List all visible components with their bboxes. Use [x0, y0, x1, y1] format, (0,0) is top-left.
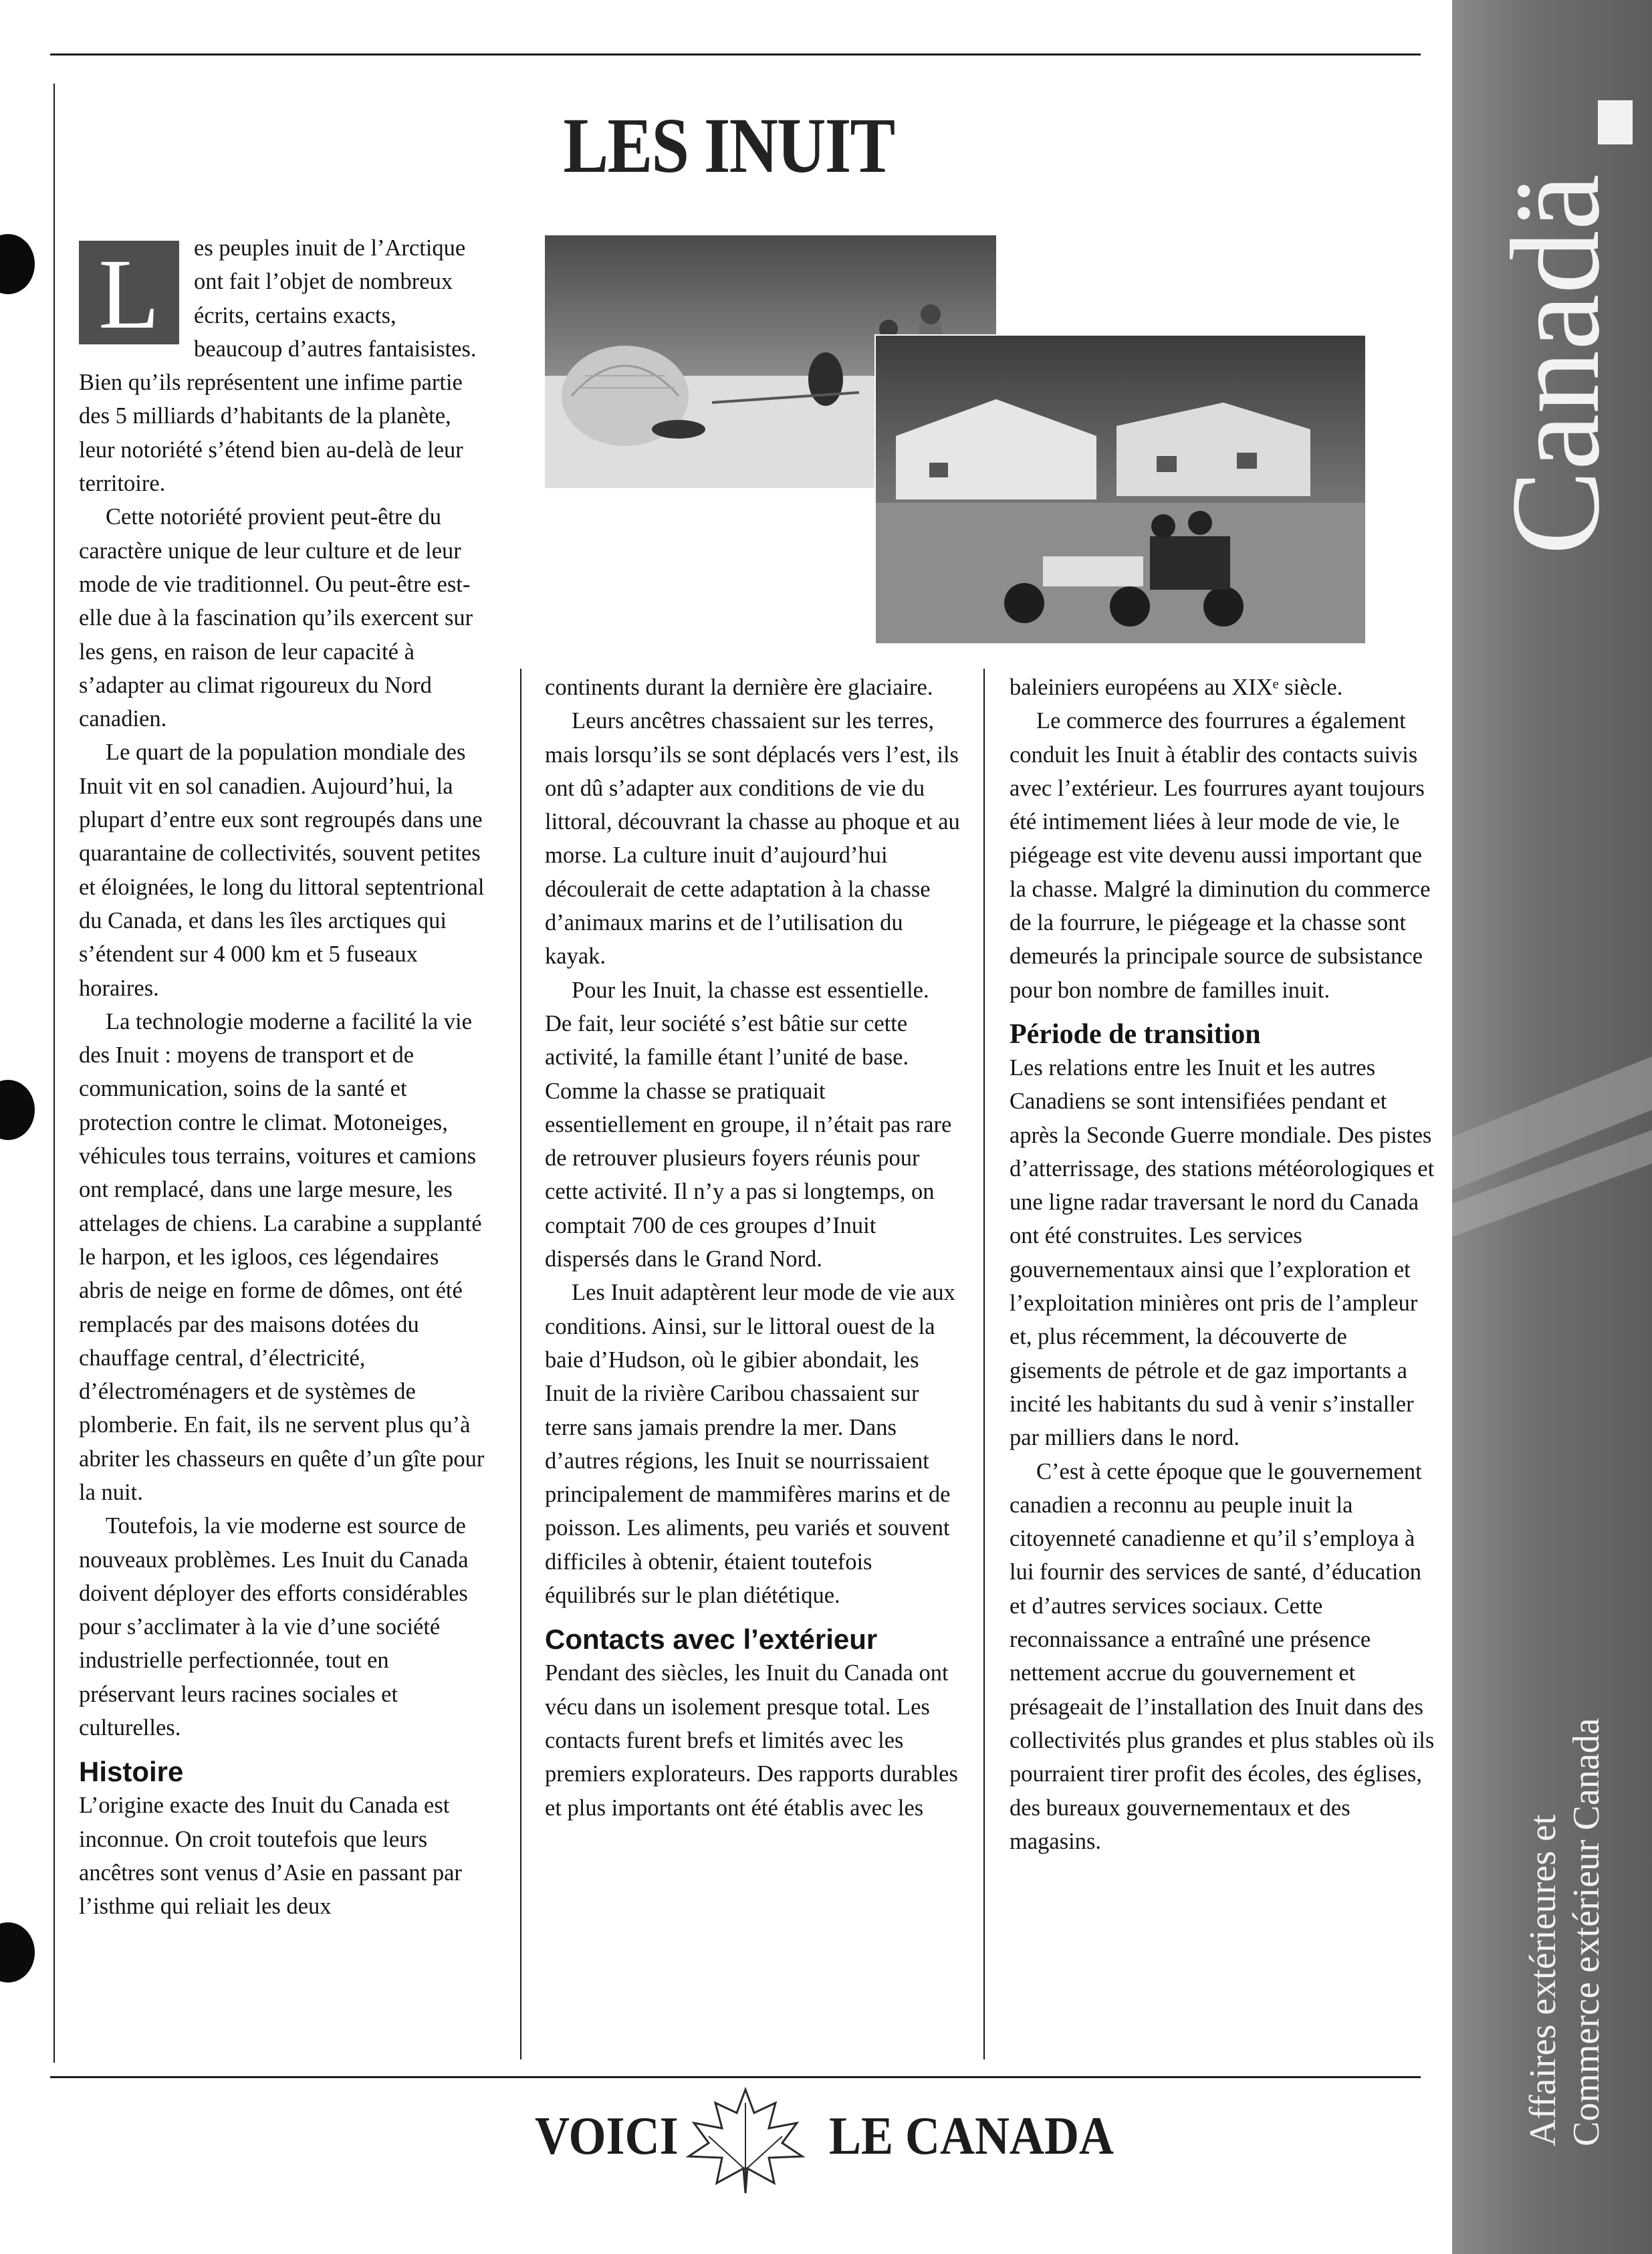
paragraph: continents durant la dernière ère glaciaire. [545, 675, 933, 700]
section-heading-histoire: Histoire [79, 1756, 184, 1788]
canada-wordmark: Canadä [1486, 174, 1626, 555]
paragraph: La technologie moderne a facilité la vie des Inuit : moyens de transport et de communication, soins de la santé et protection contre le climat. Motoneiges, véhicules tous terrains, voitures et camions ont remplacé, dans une large mesure, les attelages de chiens. La carabine a supplanté le harpon, et les igloos, ces légendaires abris de neige en forme de dômes, ont été remplacés par des maisons dotées du chauffage central, d’électricité, d’électroménagers et de systèmes de plomberie. En fait, ils ne servent plus qu’à abriter les chasseurs en quête d’un gîte pour la nuit. [79, 1008, 485, 1505]
department-name-line1: Affaires extérieures et [1522, 1814, 1564, 2146]
top-rule [50, 53, 1421, 55]
paragraph: L’origine exacte des Inuit du Canada est inconnue. On croit toutefois que leurs ancêtres sont venus d’Asie en passant par l’isthme qui reliait les deux [79, 1793, 462, 1920]
article-column-1 [79, 231, 488, 1924]
article-column-3 [1010, 671, 1437, 1858]
article-column-2 [545, 671, 961, 1825]
section-heading-contacts: Contacts avec l’extérieur [545, 1623, 878, 1656]
canada-sidebar [1452, 0, 1652, 2254]
intro-paragraph: L es peuples inuit de l’Arctique ont fait l’objet de nombreux écrits, certains exacts, beaucoup d’autres fantaisistes. Bien qu’ils représentent une infime partie des 5 milliards d’habitants de la planète, leur notoriété s’étend bien au-delà de leur territoire. [79, 235, 477, 497]
paragraph: Leurs ancêtres chassaient sur les terres, mais lorsqu’ils se sont déplacés vers l’est, ils ont dû s’adapter aux conditions de vie du littoral, découvrant la chasse au phoque et au morse. La culture inuit d’aujourd’hui découlerait de cette adaptation à la chasse d’animaux marins et de l’utilisation du kayak. [545, 708, 960, 970]
paragraph: Les Inuit adaptèrent leur mode de vie aux conditions. Ainsi, sur le littoral ouest de la baie d’Hudson, où le gibier abondait, les Inuit de la rivière Caribou chassaient sur terre sans jamais prendre la mer. Dans d’autres régions, les Inuit se nourrissaient principalement de mammifères marins et de poisson. Les aliments, peu variés et souvent difficiles à obtenir, étaient toutefois équilibrés sur le plan diététique. [545, 1280, 955, 1609]
paragraph: Les relations entre les Inuit et les autres Canadiens se sont intensifiées pendant et après la Seconde Guerre mondiale. Des pistes d’atterrissage, des stations météorologiques et une ligne radar traversant le nord du Canada ont été construites. Les services gouvernementaux ainsi que l’exploration et l’exploitation minières ont pris de l’ampleur et, plus récemment, la découverte de gisements de pétrole et de gaz importants a incité les habitants du sud à venir s’installer par milliers dans le nord. [1010, 1054, 1435, 1451]
paragraph: Cette notoriété provient peut-être du caractère unique de leur culture et de leur mode de vie traditionnel. Ou peut-être est-elle due à la fascination qu’ils exercent sur les gens, en raison de leur capacité à s’adapter au climat rigoureux du Nord canadien. [79, 504, 473, 732]
drop-cap: L [79, 241, 179, 344]
paragraph: Pour les Inuit, la chasse est essentielle. De fait, leur société s’est bâtie sur cette activité, la famille étant l’unité de base. Comme la chasse se pratiquait essentiellement en groupe, il n’était pas rare de retrouver plusieurs foyers réunis pour cette activité. Il n’y a pas si longtemps, on comptait 700 de ces groupes d’Inuit dispersés dans le Grand Nord. [545, 977, 952, 1272]
paragraph: Le commerce des fourrures a également conduit les Inuit à établir des contacts suivis avec l’extérieur. Les fourrures ayant toujours été intimement liées à leur mode de vie, le piégeage est vite devenu aussi important que la chasse. Malgré la diminution du commerce de la fourrure, le piégeage et la chasse sont demeurés la principale source de subsistance pour bon nombre de familles inuit. [1010, 708, 1431, 1003]
canada-flag-icon [1598, 100, 1633, 144]
left-margin-rule [53, 84, 55, 2063]
footer-voici: VOICI [535, 2107, 679, 2166]
punch-hole-middle [0, 1080, 35, 1140]
section-heading-periode: Période de transition [1010, 1018, 1261, 1050]
paragraph: Le quart de la population mondiale des Inuit vit en sol canadien. Aujourd’hui, la plupart d’entre eux sont regroupés dans une quarantaine de collectivités, souvent petites et éloignées, le long du littoral septentrional du Canada, et dans les îles arctiques qui s’étendent sur 4 000 km et 5 fuseaux horaires. [79, 740, 485, 1001]
paragraph: C’est à cette époque que le gouvernement canadien a reconnu au peuple inuit la citoyenneté canadienne et qu’il s’employa à lui fournir des services de santé, d’éducation et d’autres services sociaux. Cette reconnaissance a entraîné une présence nettement accrue du gouvernement et présageait de l’installation des Inuit dans des collectivités plus grandes et plus stables où ils pourraient tirer profit des écoles, des églises, des bureaux gouvernementaux et des magasins. [1010, 1458, 1435, 1854]
maple-leaf-icon [669, 2076, 822, 2196]
footer-le-canada: LE CANADA [829, 2107, 1114, 2166]
column-divider-1 [520, 669, 521, 2059]
paragraph: Pendant des siècles, les Inuit du Canada ont vécu dans un isolement presque total. Les contacts furent brefs et limités avec les premiers explorateurs. Des rapports durables et plus importants ont été établis avec les [545, 1660, 958, 1821]
photo-village-atv [874, 334, 1367, 645]
column-divider-2 [983, 669, 985, 2059]
page-title: LES INUIT [563, 102, 895, 189]
department-name-line2: Commerce extérieur Canada [1566, 1718, 1607, 2146]
punch-hole-top [0, 234, 35, 294]
paragraph: Toutefois, la vie moderne est source de nouveaux problèmes. Les Inuit du Canada doivent déployer des efforts considérables pour s’acclimater à la vie d’une société industrielle perfectionnée, tout en préservant leurs racines sociales et culturelles. [79, 1513, 469, 1741]
punch-hole-bottom [0, 1922, 35, 1983]
paragraph: baleiniers européens au XIXᵉ siècle. [1010, 675, 1343, 700]
